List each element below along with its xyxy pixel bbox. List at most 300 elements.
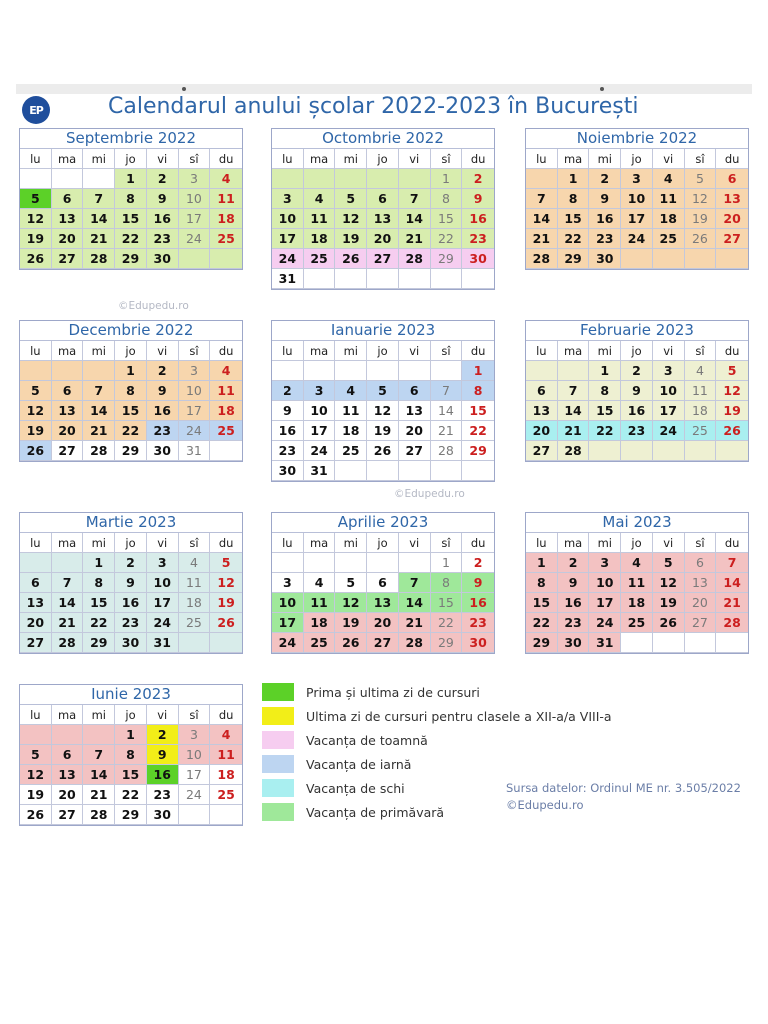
day-cell: 22 bbox=[115, 229, 147, 249]
day-cell: 3 bbox=[653, 361, 685, 381]
day-cell: 4 bbox=[335, 381, 367, 401]
day-cell: 21 bbox=[399, 229, 431, 249]
weekday-header: vi bbox=[653, 533, 685, 553]
day-cell: 29 bbox=[431, 249, 463, 269]
day-cell: 29 bbox=[115, 249, 147, 269]
day-cell: 3 bbox=[179, 169, 211, 189]
weekday-header: jo bbox=[367, 533, 399, 553]
day-cell: 22 bbox=[431, 229, 463, 249]
day-cell: 10 bbox=[653, 381, 685, 401]
empty-cell bbox=[20, 553, 52, 573]
day-cell: 1 bbox=[526, 553, 558, 573]
day-cell: 30 bbox=[147, 441, 179, 461]
day-cell: 26 bbox=[20, 805, 52, 825]
empty-cell bbox=[335, 553, 367, 573]
day-cell: 3 bbox=[179, 725, 211, 745]
empty-cell bbox=[621, 441, 653, 461]
empty-cell bbox=[20, 169, 52, 189]
day-cell: 12 bbox=[367, 401, 399, 421]
day-cell: 12 bbox=[653, 573, 685, 593]
day-cell: 28 bbox=[431, 441, 463, 461]
day-cell: 5 bbox=[367, 381, 399, 401]
month-title: Decembrie 2022 bbox=[20, 321, 242, 341]
legend-label: Vacanța de schi bbox=[306, 780, 405, 796]
weekday-header: du bbox=[462, 341, 494, 361]
weekday-header: jo bbox=[115, 149, 147, 169]
weekday-header: mi bbox=[589, 341, 621, 361]
day-cell: 15 bbox=[115, 765, 147, 785]
month-title: Septembrie 2022 bbox=[20, 129, 242, 149]
day-cell: 23 bbox=[589, 229, 621, 249]
day-cell: 29 bbox=[431, 633, 463, 653]
day-cell: 22 bbox=[83, 613, 115, 633]
weekday-header: ma bbox=[52, 341, 84, 361]
weekday-header: sî bbox=[431, 533, 463, 553]
day-cell: 15 bbox=[83, 593, 115, 613]
day-cell: 14 bbox=[399, 593, 431, 613]
weekday-header: ma bbox=[52, 533, 84, 553]
weekday-header: mi bbox=[335, 341, 367, 361]
day-cell: 14 bbox=[83, 209, 115, 229]
month-title: Mai 2023 bbox=[526, 513, 748, 533]
day-cell: 5 bbox=[653, 553, 685, 573]
day-cell: 9 bbox=[147, 381, 179, 401]
day-cell: 2 bbox=[115, 553, 147, 573]
day-cell: 23 bbox=[621, 421, 653, 441]
day-cell: 8 bbox=[115, 381, 147, 401]
day-cell: 13 bbox=[367, 209, 399, 229]
day-cell: 20 bbox=[399, 421, 431, 441]
weekday-header: ma bbox=[52, 149, 84, 169]
day-cell: 31 bbox=[147, 633, 179, 653]
day-cell: 11 bbox=[304, 209, 336, 229]
day-cell: 23 bbox=[558, 613, 590, 633]
month-title: Noiembrie 2022 bbox=[526, 129, 748, 149]
day-cell: 26 bbox=[685, 229, 717, 249]
day-cell: 12 bbox=[20, 209, 52, 229]
empty-cell bbox=[52, 361, 84, 381]
day-cell: 26 bbox=[210, 613, 242, 633]
day-cell: 9 bbox=[147, 745, 179, 765]
legend-swatch bbox=[262, 731, 294, 749]
day-cell: 10 bbox=[179, 189, 211, 209]
weekday-header: vi bbox=[147, 533, 179, 553]
day-cell: 5 bbox=[335, 573, 367, 593]
day-cell: 11 bbox=[685, 381, 717, 401]
day-cell: 19 bbox=[367, 421, 399, 441]
day-cell: 10 bbox=[179, 381, 211, 401]
empty-cell bbox=[431, 461, 463, 481]
day-cell: 20 bbox=[52, 785, 84, 805]
day-cell: 28 bbox=[83, 249, 115, 269]
day-cell: 11 bbox=[210, 745, 242, 765]
source-text: Sursa datelor: Ordinul ME nr. 3.505/2022 bbox=[506, 781, 741, 795]
day-cell: 7 bbox=[431, 381, 463, 401]
month-title: Februarie 2023 bbox=[526, 321, 748, 341]
day-cell: 25 bbox=[685, 421, 717, 441]
month-calendar bbox=[19, 320, 243, 462]
day-cell: 8 bbox=[115, 189, 147, 209]
empty-cell bbox=[304, 361, 336, 381]
month-calendar bbox=[525, 512, 749, 654]
day-cell: 4 bbox=[685, 361, 717, 381]
day-cell: 3 bbox=[272, 573, 304, 593]
empty-cell bbox=[52, 169, 84, 189]
empty-cell bbox=[83, 361, 115, 381]
weekday-header: lu bbox=[526, 533, 558, 553]
day-cell: 21 bbox=[83, 785, 115, 805]
weekday-header: du bbox=[462, 149, 494, 169]
day-cell: 2 bbox=[147, 725, 179, 745]
empty-cell bbox=[653, 633, 685, 653]
day-cell: 30 bbox=[147, 805, 179, 825]
day-cell: 18 bbox=[653, 209, 685, 229]
weekday-header: lu bbox=[272, 533, 304, 553]
day-cell: 22 bbox=[115, 421, 147, 441]
weekday-header: vi bbox=[147, 705, 179, 725]
weekday-header: sî bbox=[431, 149, 463, 169]
day-cell: 7 bbox=[526, 189, 558, 209]
day-cell: 29 bbox=[83, 633, 115, 653]
weekday-header: vi bbox=[147, 341, 179, 361]
month-grid bbox=[20, 533, 242, 653]
day-cell: 9 bbox=[462, 573, 494, 593]
weekday-header: ma bbox=[558, 149, 590, 169]
day-cell: 17 bbox=[179, 209, 211, 229]
weekday-header: jo bbox=[115, 341, 147, 361]
weekday-header: lu bbox=[20, 149, 52, 169]
weekday-header: mi bbox=[335, 533, 367, 553]
day-cell: 8 bbox=[526, 573, 558, 593]
day-cell: 1 bbox=[431, 169, 463, 189]
empty-cell bbox=[52, 725, 84, 745]
day-cell: 23 bbox=[462, 229, 494, 249]
day-cell: 28 bbox=[83, 441, 115, 461]
month-title: Ianuarie 2023 bbox=[272, 321, 494, 341]
day-cell: 13 bbox=[399, 401, 431, 421]
day-cell: 7 bbox=[399, 573, 431, 593]
empty-cell bbox=[367, 269, 399, 289]
month-title: Aprilie 2023 bbox=[272, 513, 494, 533]
day-cell: 10 bbox=[179, 745, 211, 765]
day-cell: 21 bbox=[526, 229, 558, 249]
day-cell: 1 bbox=[115, 725, 147, 745]
day-cell: 18 bbox=[621, 593, 653, 613]
day-cell: 17 bbox=[304, 421, 336, 441]
day-cell: 3 bbox=[272, 189, 304, 209]
day-cell: 25 bbox=[210, 421, 242, 441]
day-cell: 16 bbox=[115, 593, 147, 613]
marker-dot bbox=[600, 87, 604, 91]
day-cell: 27 bbox=[685, 613, 717, 633]
day-cell: 3 bbox=[589, 553, 621, 573]
day-cell: 8 bbox=[431, 189, 463, 209]
day-cell: 22 bbox=[589, 421, 621, 441]
month-calendar bbox=[19, 128, 243, 270]
day-cell: 23 bbox=[147, 785, 179, 805]
day-cell: 16 bbox=[147, 401, 179, 421]
empty-cell bbox=[526, 169, 558, 189]
day-cell: 11 bbox=[335, 401, 367, 421]
day-cell: 6 bbox=[52, 745, 84, 765]
day-cell: 22 bbox=[558, 229, 590, 249]
day-cell: 14 bbox=[83, 401, 115, 421]
legend-swatch bbox=[262, 755, 294, 773]
day-cell: 10 bbox=[621, 189, 653, 209]
day-cell: 20 bbox=[367, 229, 399, 249]
weekday-header: vi bbox=[653, 341, 685, 361]
day-cell: 13 bbox=[20, 593, 52, 613]
day-cell: 30 bbox=[147, 249, 179, 269]
day-cell: 21 bbox=[399, 613, 431, 633]
day-cell: 17 bbox=[272, 229, 304, 249]
day-cell: 17 bbox=[179, 765, 211, 785]
day-cell: 25 bbox=[335, 441, 367, 461]
day-cell: 10 bbox=[589, 573, 621, 593]
weekday-header: mi bbox=[83, 705, 115, 725]
day-cell: 30 bbox=[589, 249, 621, 269]
day-cell: 1 bbox=[431, 553, 463, 573]
day-cell: 28 bbox=[716, 613, 748, 633]
weekday-header: ma bbox=[558, 341, 590, 361]
day-cell: 21 bbox=[431, 421, 463, 441]
day-cell: 13 bbox=[367, 593, 399, 613]
day-cell: 4 bbox=[210, 361, 242, 381]
day-cell: 29 bbox=[462, 441, 494, 461]
day-cell: 15 bbox=[589, 401, 621, 421]
day-cell: 4 bbox=[304, 573, 336, 593]
day-cell: 24 bbox=[621, 229, 653, 249]
day-cell: 1 bbox=[115, 169, 147, 189]
day-cell: 12 bbox=[685, 189, 717, 209]
weekday-header: jo bbox=[621, 149, 653, 169]
day-cell: 7 bbox=[83, 189, 115, 209]
day-cell: 17 bbox=[621, 209, 653, 229]
day-cell: 28 bbox=[526, 249, 558, 269]
weekday-header: du bbox=[716, 533, 748, 553]
day-cell: 25 bbox=[653, 229, 685, 249]
day-cell: 30 bbox=[115, 633, 147, 653]
empty-cell bbox=[335, 461, 367, 481]
month-grid bbox=[526, 341, 748, 461]
day-cell: 25 bbox=[179, 613, 211, 633]
month-calendar bbox=[19, 684, 243, 826]
day-cell: 1 bbox=[83, 553, 115, 573]
weekday-header: jo bbox=[621, 533, 653, 553]
day-cell: 7 bbox=[399, 189, 431, 209]
empty-cell bbox=[367, 361, 399, 381]
day-cell: 24 bbox=[179, 785, 211, 805]
weekday-header: du bbox=[716, 341, 748, 361]
weekday-header: mi bbox=[589, 149, 621, 169]
weekday-header: sî bbox=[431, 341, 463, 361]
weekday-header: du bbox=[716, 149, 748, 169]
day-cell: 24 bbox=[147, 613, 179, 633]
day-cell: 10 bbox=[304, 401, 336, 421]
day-cell: 7 bbox=[716, 553, 748, 573]
day-cell: 19 bbox=[20, 785, 52, 805]
weekday-header: vi bbox=[399, 149, 431, 169]
day-cell: 28 bbox=[558, 441, 590, 461]
day-cell: 15 bbox=[462, 401, 494, 421]
day-cell: 20 bbox=[52, 229, 84, 249]
day-cell: 15 bbox=[431, 209, 463, 229]
empty-cell bbox=[399, 553, 431, 573]
day-cell: 4 bbox=[621, 553, 653, 573]
day-cell: 9 bbox=[272, 401, 304, 421]
day-cell: 24 bbox=[304, 441, 336, 461]
day-cell: 6 bbox=[716, 169, 748, 189]
day-cell: 18 bbox=[335, 421, 367, 441]
day-cell: 6 bbox=[685, 553, 717, 573]
empty-cell bbox=[179, 805, 211, 825]
day-cell: 18 bbox=[210, 401, 242, 421]
day-cell: 2 bbox=[558, 553, 590, 573]
day-cell: 12 bbox=[335, 209, 367, 229]
day-cell: 26 bbox=[20, 249, 52, 269]
day-cell: 20 bbox=[367, 613, 399, 633]
empty-cell bbox=[272, 361, 304, 381]
day-cell: 26 bbox=[20, 441, 52, 461]
day-cell: 23 bbox=[147, 229, 179, 249]
weekday-header: lu bbox=[526, 149, 558, 169]
day-cell: 24 bbox=[653, 421, 685, 441]
day-cell: 25 bbox=[210, 229, 242, 249]
day-cell: 15 bbox=[431, 593, 463, 613]
month-calendar bbox=[271, 512, 495, 654]
day-cell: 13 bbox=[526, 401, 558, 421]
weekday-header: jo bbox=[367, 149, 399, 169]
day-cell: 25 bbox=[210, 785, 242, 805]
day-cell: 22 bbox=[431, 613, 463, 633]
day-cell: 4 bbox=[179, 553, 211, 573]
day-cell: 24 bbox=[272, 633, 304, 653]
day-cell: 21 bbox=[83, 229, 115, 249]
day-cell: 2 bbox=[621, 361, 653, 381]
day-cell: 1 bbox=[462, 361, 494, 381]
day-cell: 21 bbox=[558, 421, 590, 441]
empty-cell bbox=[83, 725, 115, 745]
weekday-header: lu bbox=[526, 341, 558, 361]
empty-cell bbox=[335, 269, 367, 289]
empty-cell bbox=[685, 249, 717, 269]
day-cell: 1 bbox=[558, 169, 590, 189]
weekday-header: vi bbox=[147, 149, 179, 169]
empty-cell bbox=[399, 461, 431, 481]
day-cell: 31 bbox=[272, 269, 304, 289]
day-cell: 5 bbox=[716, 361, 748, 381]
month-grid bbox=[20, 341, 242, 461]
day-cell: 3 bbox=[621, 169, 653, 189]
day-cell: 23 bbox=[147, 421, 179, 441]
day-cell: 11 bbox=[179, 573, 211, 593]
weekday-header: du bbox=[210, 705, 242, 725]
day-cell: 24 bbox=[589, 613, 621, 633]
legend-swatch bbox=[262, 779, 294, 797]
day-cell: 26 bbox=[367, 441, 399, 461]
weekday-header: du bbox=[210, 533, 242, 553]
day-cell: 6 bbox=[526, 381, 558, 401]
day-cell: 8 bbox=[558, 189, 590, 209]
day-cell: 27 bbox=[367, 249, 399, 269]
month-calendar bbox=[19, 512, 243, 654]
day-cell: 19 bbox=[685, 209, 717, 229]
day-cell: 11 bbox=[210, 189, 242, 209]
day-cell: 18 bbox=[179, 593, 211, 613]
month-calendar bbox=[271, 128, 495, 290]
weekday-header: sî bbox=[685, 341, 717, 361]
day-cell: 19 bbox=[20, 229, 52, 249]
day-cell: 4 bbox=[210, 725, 242, 745]
day-cell: 15 bbox=[558, 209, 590, 229]
weekday-header: lu bbox=[272, 149, 304, 169]
weekday-header: du bbox=[210, 341, 242, 361]
day-cell: 20 bbox=[52, 421, 84, 441]
day-cell: 27 bbox=[526, 441, 558, 461]
day-cell: 8 bbox=[589, 381, 621, 401]
day-cell: 17 bbox=[589, 593, 621, 613]
day-cell: 5 bbox=[20, 745, 52, 765]
weekday-header: ma bbox=[52, 705, 84, 725]
weekday-header: ma bbox=[558, 533, 590, 553]
day-cell: 15 bbox=[115, 401, 147, 421]
day-cell: 26 bbox=[716, 421, 748, 441]
legend-swatch bbox=[262, 707, 294, 725]
weekday-header: mi bbox=[335, 149, 367, 169]
day-cell: 13 bbox=[52, 765, 84, 785]
day-cell: 23 bbox=[115, 613, 147, 633]
day-cell: 5 bbox=[335, 189, 367, 209]
weekday-header: jo bbox=[367, 341, 399, 361]
month-title: Martie 2023 bbox=[20, 513, 242, 533]
weekday-header: sî bbox=[179, 341, 211, 361]
month-calendar bbox=[525, 128, 749, 270]
day-cell: 31 bbox=[589, 633, 621, 653]
day-cell: 2 bbox=[147, 169, 179, 189]
empty-cell bbox=[526, 361, 558, 381]
day-cell: 6 bbox=[367, 573, 399, 593]
month-grid bbox=[272, 533, 494, 653]
weekday-header: du bbox=[462, 533, 494, 553]
day-cell: 28 bbox=[52, 633, 84, 653]
day-cell: 11 bbox=[621, 573, 653, 593]
legend-item bbox=[262, 752, 612, 776]
day-cell: 26 bbox=[335, 249, 367, 269]
day-cell: 4 bbox=[210, 169, 242, 189]
empty-cell bbox=[210, 633, 242, 653]
source-note bbox=[506, 780, 741, 814]
day-cell: 23 bbox=[462, 613, 494, 633]
day-cell: 31 bbox=[304, 461, 336, 481]
empty-cell bbox=[83, 169, 115, 189]
empty-cell bbox=[304, 169, 336, 189]
day-cell: 8 bbox=[115, 745, 147, 765]
day-cell: 24 bbox=[272, 249, 304, 269]
day-cell: 14 bbox=[431, 401, 463, 421]
day-cell: 18 bbox=[210, 209, 242, 229]
day-cell: 27 bbox=[52, 249, 84, 269]
day-cell: 22 bbox=[526, 613, 558, 633]
watermark-credit: ©Edupedu.ro bbox=[118, 300, 189, 312]
weekday-header: mi bbox=[83, 149, 115, 169]
day-cell: 2 bbox=[462, 553, 494, 573]
day-cell: 27 bbox=[399, 441, 431, 461]
day-cell: 27 bbox=[367, 633, 399, 653]
day-cell: 29 bbox=[115, 441, 147, 461]
day-cell: 4 bbox=[653, 169, 685, 189]
day-cell: 11 bbox=[304, 593, 336, 613]
day-cell: 18 bbox=[304, 229, 336, 249]
